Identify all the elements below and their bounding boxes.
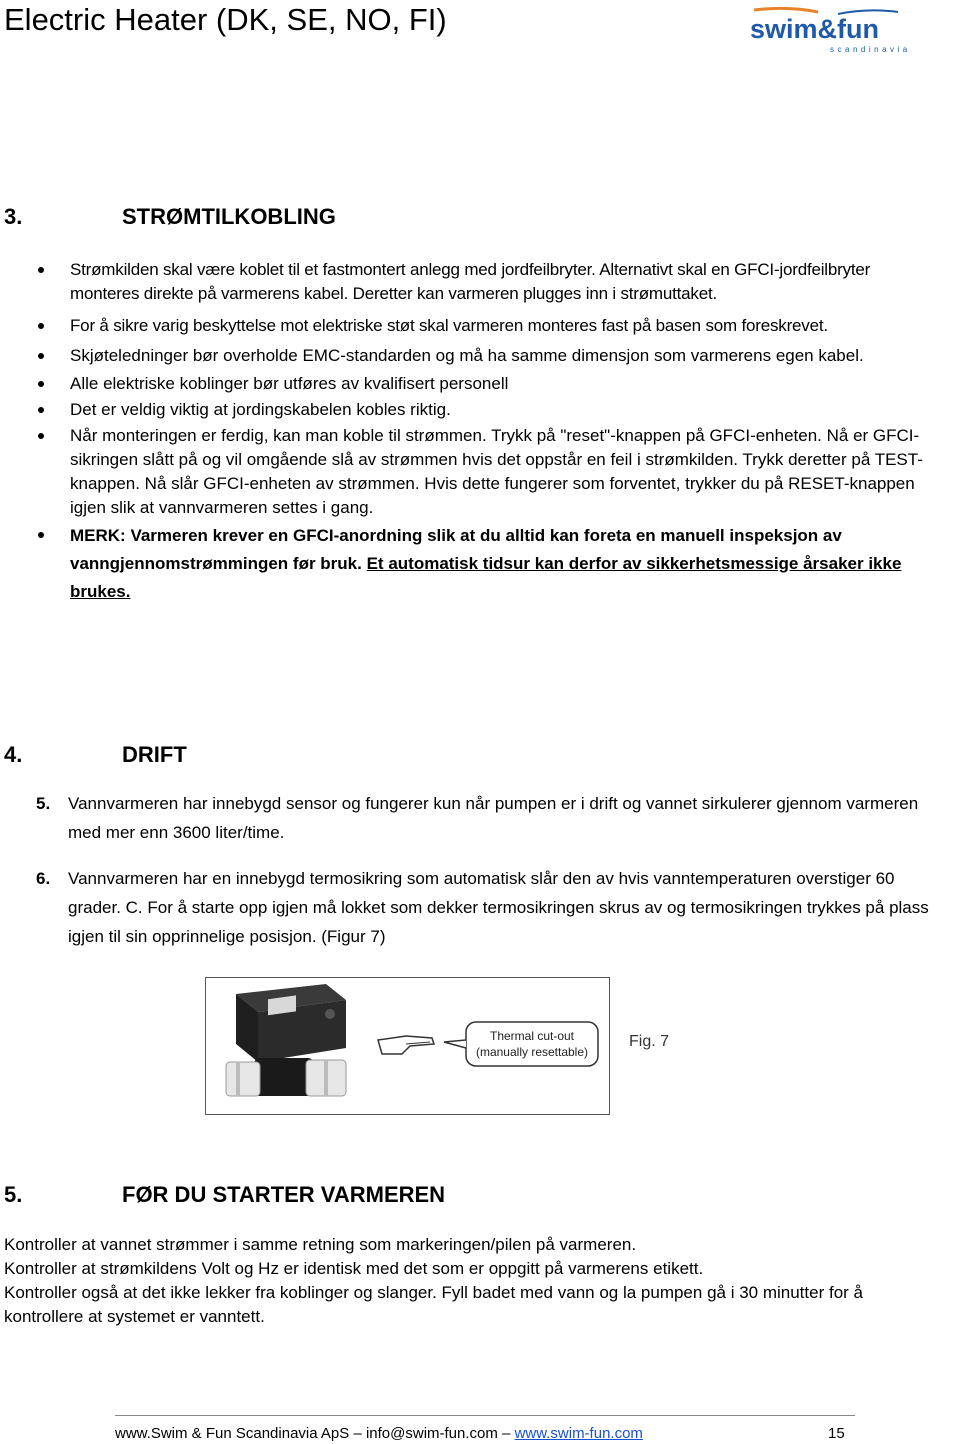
logo-subtitle: scandinavia [830, 45, 908, 54]
bullet-item-3: Skjøteledninger bør overholde EMC-standarden og må ha samme dimensjon som varmerens egen kabel. [70, 346, 864, 365]
section-3-heading: STRØMTILKOBLING [122, 204, 336, 229]
bullet-icon [38, 323, 44, 329]
figure-7 [205, 977, 610, 1115]
bullet-item-6: Når monteringen er ferdig, kan man koble til strømmen. Trykk på "reset"-knappen på GFCI-enheten. Nå er GFCI-sikringen slått på og vil omgående slå av strømmen hvis det oppstår en feil i strømkilden. Trykk deretter på TEST-knappen. Nå slår GFCI-enheten av strømmen. Hvis dette fungerer som forventet, trykker du på RESET-knappen igjen slik at vannvarmeren settes i gang. [70, 426, 923, 517]
section-4-number: 4. [4, 742, 23, 767]
bullet-item-5: Det er veldig viktig at jordingskabelen kobles riktig. [70, 400, 451, 419]
figure-label: Fig. 7 [629, 1033, 670, 1050]
document-title: Electric Heater (DK, SE, NO, FI) [4, 2, 447, 37]
logo-wordmark: swim&fun [750, 14, 880, 44]
bullet-icon [38, 267, 44, 273]
footer-divider [115, 1415, 855, 1416]
bullet-item-warning [70, 522, 940, 606]
item-6-number: 6. [36, 869, 51, 888]
footer-text: www.Swim & Fun Scandinavia ApS – info@swim-fun.com – [115, 1425, 515, 1442]
bullet-icon [38, 407, 44, 413]
bullet-icon [38, 433, 44, 439]
bullet-item-2: For å sikre varig beskyttelse mot elektriske støt skal varmeren monteres fast på basen som foreskrevet. [70, 316, 828, 335]
callout-line-1: Thermal cut-out [489, 1029, 575, 1043]
warning-underlined-text: Et automatisk tidsur kan derfor av sikkerhetsmessige årsaker ikke brukes. [70, 554, 902, 601]
item-5-text: Vannvarmeren har innebygd sensor og fungerer kun når pumpen er i drift og vannet sirkulerer gjennom varmeren med mer enn 3600 liter/time. [68, 794, 919, 842]
bullet-item-4: Alle elektriske koblinger bør utføres av kvalifisert personell [70, 374, 509, 393]
item-5-number: 5. [36, 794, 51, 813]
item-6-text: Vannvarmeren har en innebygd termosikring som automatisk slår den av hvis vanntemperaturen overstiger 60 grader. C. For å starte opp igjen må lokket som dekker termosikringen skrus av og termosikringen trykkes på plass igjen til sin opprinnelige posisjon. (Figur 7) [68, 869, 929, 946]
section-4-heading: DRIFT [122, 742, 187, 767]
section-5-number: 5. [4, 1182, 23, 1207]
check-line-3: Kontroller også at det ikke lekker fra koblinger og slanger. Fyll badet med vann og la pumpen gå i 30 minutter for å kontrollere at systemet er vanntett. [4, 1283, 863, 1326]
swim-fun-logo-graphic [748, 6, 908, 54]
section-3-number: 3. [4, 204, 23, 229]
bullet-icon [38, 381, 44, 387]
footer [115, 1424, 643, 1444]
warning-text: MERK: Varmeren krever en GFCI-anordning slik at du alltid kan foreta en manuell inspeksjon av vanngjennomstrømmingen før bruk. [70, 526, 842, 573]
section-5-heading: FØR DU STARTER VARMEREN [122, 1182, 446, 1207]
page-number: 15 [828, 1425, 845, 1442]
callout-line-2: (manually resettable) [475, 1045, 589, 1059]
bullet-icon [38, 532, 44, 538]
bullet-icon [38, 353, 44, 359]
heater-illustration [206, 978, 609, 1114]
footer-website-link[interactable]: www.swim-fun.com [514, 1425, 643, 1442]
brand-logo [748, 6, 908, 54]
bullet-item-1: Strømkilden skal være koblet til et fastmontert anlegg med jordfeilbryter. Alternativt skal en GFCI-jordfeilbryter monteres direkte på varmerens kabel. Deretter kan varmeren plugges inn i strømuttaket. [70, 260, 871, 303]
check-line-2: Kontroller at strømkildens Volt og Hz er identisk med det som er oppgitt på varmerens etikett. [4, 1259, 704, 1278]
check-line-1: Kontroller at vannet strømmer i samme retning som markeringen/pilen på varmeren. [4, 1235, 637, 1254]
